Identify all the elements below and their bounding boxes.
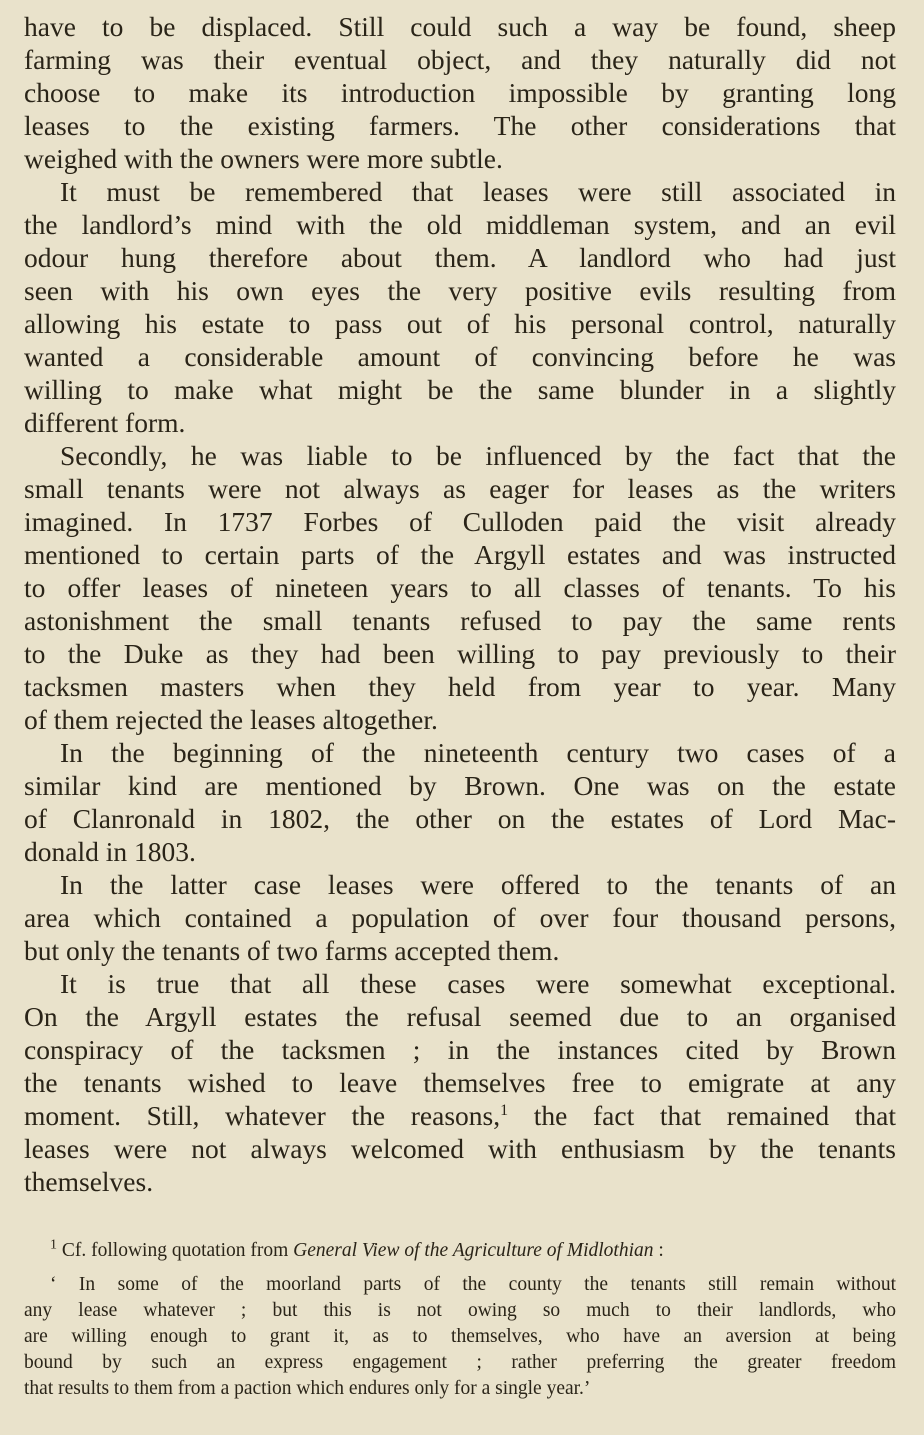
text-line: allowing his estate to pass out of his personal control, naturally [24, 308, 896, 339]
footnote-quote-line: any lease whatever ; but this is not owing so much to their landlords, who [24, 1300, 896, 1321]
footnote-heading [24, 1238, 896, 1264]
text-line: but only the tenants of two farms accepted them. [24, 935, 560, 966]
footnote-quote-line: ‘ In some of the moorland parts of the county the tenants still remain without [50, 1274, 896, 1295]
footnote-section [24, 1238, 896, 1402]
footnote-reference[interactable]: 1 [500, 1101, 509, 1119]
footnote-intro: Cf. following quotation from [61, 1240, 294, 1261]
text-line: small tenants were not always as eager for leases as the writers [24, 473, 896, 504]
text-line: farming was their eventual object, and they naturally did not [24, 44, 896, 75]
footnote-source-title: General View of the Agriculture of Midlothian [293, 1240, 654, 1261]
paragraph-4 [24, 736, 896, 868]
text-line: wanted a considerable amount of convincing before he was [24, 341, 896, 372]
text-line: the tenants wished to leave themselves free to emigrate at any [24, 1067, 896, 1098]
text-line-with-footnote-ref [24, 1099, 896, 1132]
text-line: On the Argyll estates the refusal seemed due to an organised [24, 1001, 896, 1032]
text-fragment: the fact that remained that [508, 1100, 897, 1131]
text-line: donald in 1803. [24, 836, 196, 867]
text-line: Secondly, he was liable to be influenced by the fact that the [60, 440, 896, 471]
text-line: the landlord’s mind with the old middleman system, and an evil [24, 209, 896, 240]
footnote-quote-line: are willing enough to grant it, as to themselves, who have an aversion at being [24, 1326, 896, 1347]
paragraph-2 [24, 175, 896, 439]
text-line: have to be displaced. Still could such a way be found, sheep [24, 11, 896, 42]
paragraph-5 [24, 868, 896, 967]
text-fragment: moment. Still, whatever the reasons, [24, 1100, 501, 1131]
text-line: In the latter case leases were offered to the tenants of an [60, 869, 896, 900]
text-line: of Clanronald in 1802, the other on the estates of Lord Mac- [24, 803, 896, 834]
text-line: to the Duke as they had been willing to pay previously to their [24, 638, 896, 669]
text-line: leases were not always welcomed with enthusiasm by the tenants [24, 1133, 896, 1164]
text-line: to offer leases of nineteen years to all classes of tenants. To his [24, 572, 896, 603]
footnote-number: 1 [50, 1237, 57, 1253]
text-line: different form. [24, 407, 186, 438]
text-line: willing to make what might be the same blunder in a slightly [24, 374, 896, 405]
text-line: tacksmen masters when they held from year to year. Many [24, 671, 896, 702]
text-line: imagined. In 1737 Forbes of Culloden paid the visit already [24, 506, 896, 537]
text-line: conspiracy of the tacksmen ; in the instances cited by Brown [24, 1034, 896, 1065]
text-line: weighed with the owners were more subtle. [24, 143, 503, 174]
text-line: astonishment the small tenants refused to pay the same rents [24, 605, 896, 636]
paragraph-3 [24, 439, 896, 736]
text-line: odour hung therefore about them. A landlord who had just [24, 242, 896, 273]
footnote-quote-line: bound by such an express engagement ; rather preferring the greater freedom [24, 1352, 896, 1373]
text-line: of them rejected the leases altogether. [24, 704, 438, 735]
text-line: In the beginning of the nineteenth century two cases of a [60, 737, 896, 768]
text-line: similar kind are mentioned by Brown. One was on the estate [24, 770, 896, 801]
page-body [24, 10, 896, 1198]
footnote-intro-tail: : [653, 1240, 664, 1261]
paragraph-1 [24, 10, 896, 175]
text-line: area which contained a population of over four thousand persons, [24, 902, 896, 933]
footnote-quote-line: that results to them from a paction which endures only for a single year.’ [24, 1378, 591, 1399]
text-line: It must be remembered that leases were still associated in [60, 176, 896, 207]
text-line: It is true that all these cases were somewhat exceptional. [60, 968, 896, 999]
text-line: seen with his own eyes the very positive evils resulting from [24, 275, 896, 306]
text-line: themselves. [24, 1166, 154, 1197]
text-line: mentioned to certain parts of the Argyll estates and was instructed [24, 539, 896, 570]
text-line: leases to the existing farmers. The other considerations that [24, 110, 896, 141]
text-line: choose to make its introduction impossible by granting long [24, 77, 896, 108]
paragraph-6 [24, 967, 896, 1198]
